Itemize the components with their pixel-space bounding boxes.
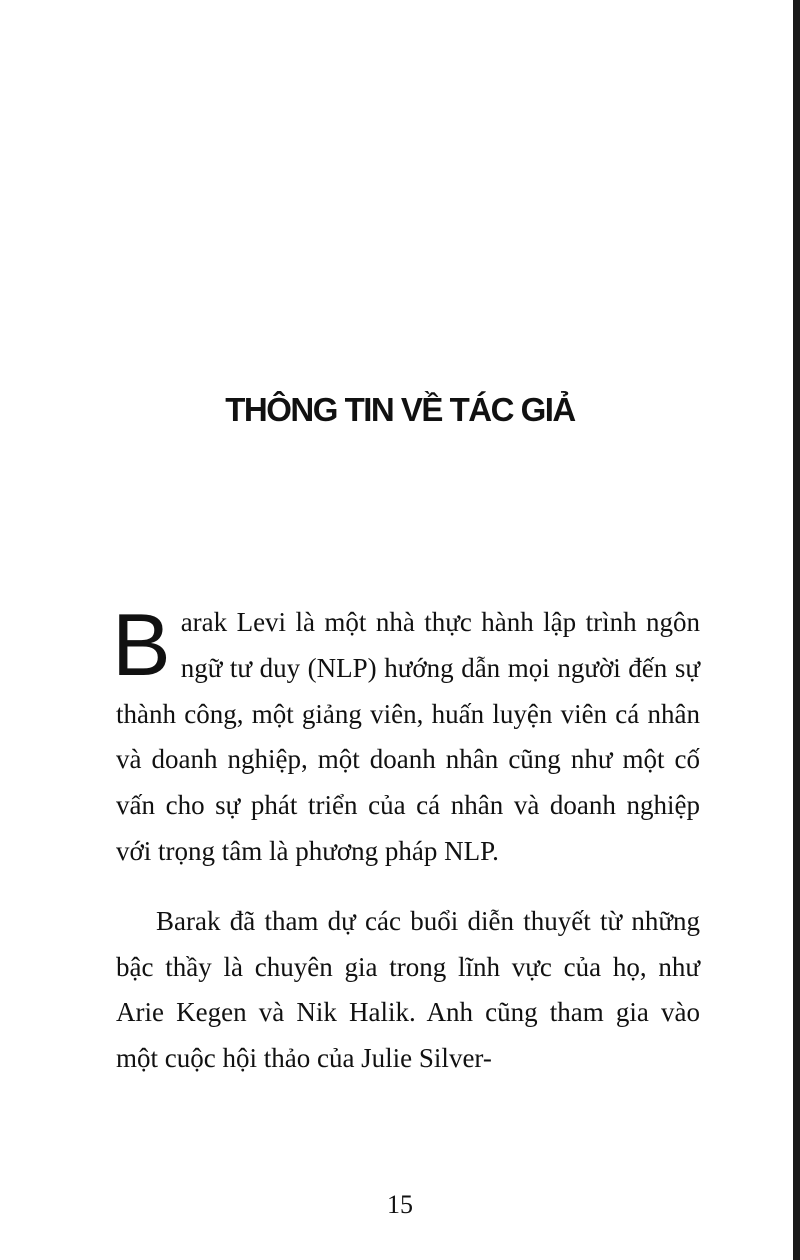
- body-text: [112, 595, 700, 1082]
- paragraph-intro-text: arak Levi là một nhà thực hành lập trình ngôn ngữ tư duy (NLP) hướng dẫn mọi người đến sự thành công, một giảng viên, huấn luyện viên cá nhân và doanh nghiệp, một doanh nhân cũng như một cố vấn cho sự phát triển của cá nhân và doanh nghiệp với trọng tâm là phương pháp NLP.: [116, 607, 700, 866]
- page-number: 15: [387, 1190, 413, 1219]
- page-title: THÔNG TIN VỀ TÁC GIẢ: [225, 391, 575, 428]
- paragraph-second: Barak đã tham dự các buổi diễn thuyết từ những bậc thầy là chuyên gia trong lĩnh vực của họ, như Arie Kegen và Nik Halik. Anh cũng tham gia vào một cuộc hội thảo của Julie Silver-: [116, 905, 700, 1074]
- drop-cap: B: [112, 595, 171, 694]
- page-edge-shadow: [793, 0, 800, 1260]
- paragraph-intro: [112, 595, 700, 875]
